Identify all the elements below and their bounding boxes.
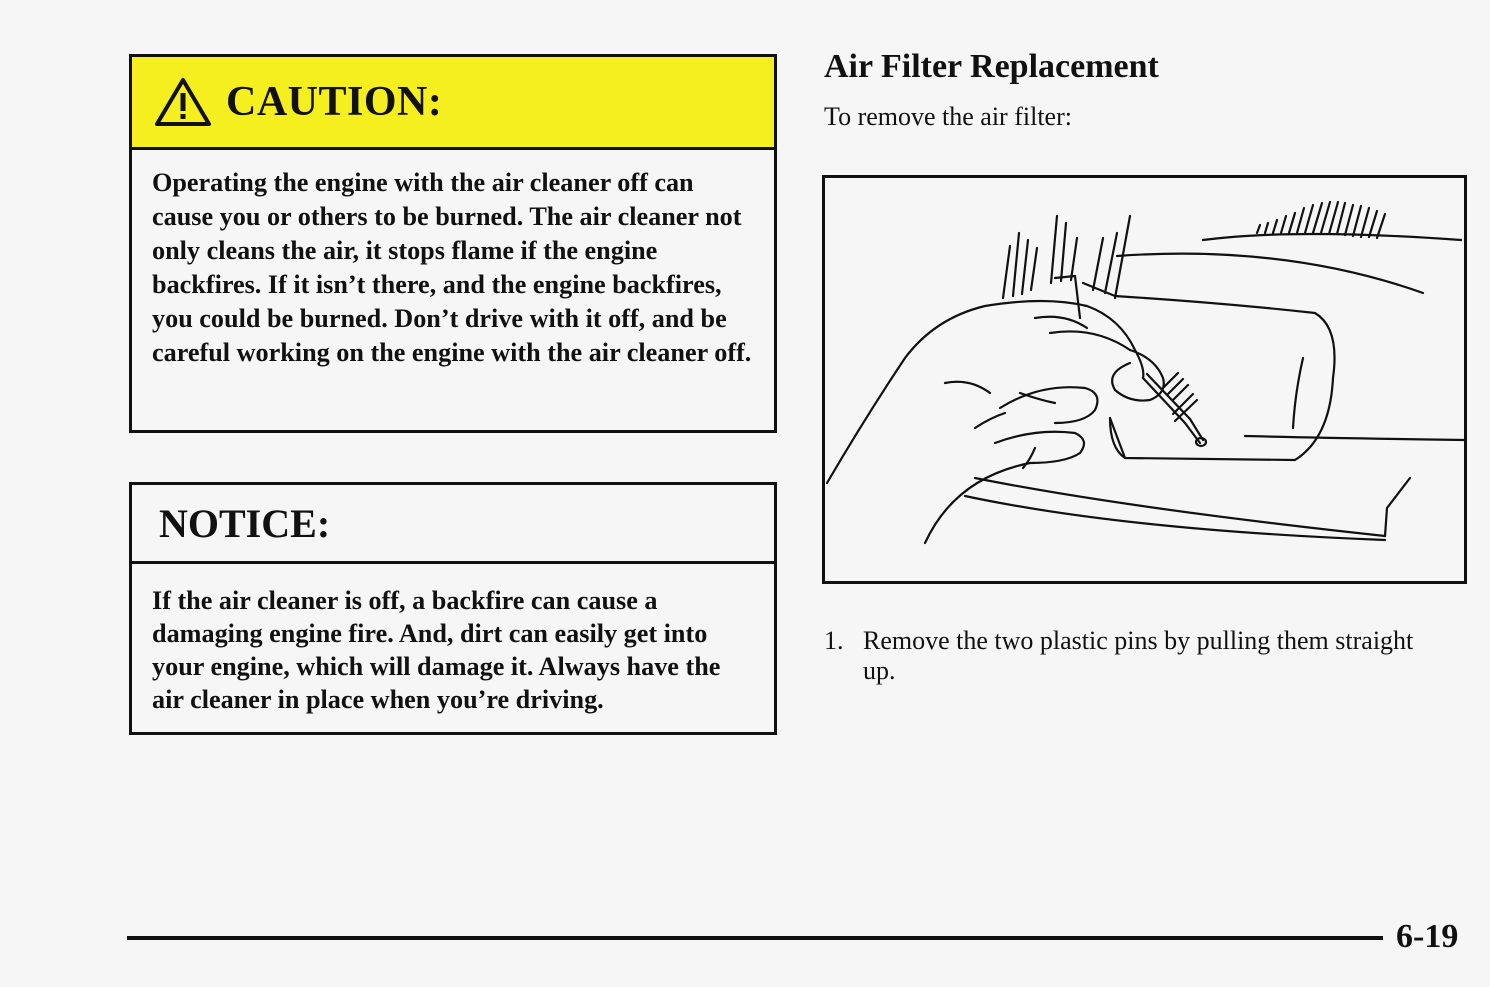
notice-box <box>129 482 777 735</box>
hand-removing-pin-drawing <box>825 178 1464 581</box>
footer-rule <box>127 936 1383 940</box>
step-number: 1. <box>824 626 844 655</box>
step-list <box>824 626 1424 686</box>
caution-title: CAUTION: <box>226 79 443 125</box>
section-title: Air Filter Replacement <box>824 48 1159 85</box>
list-item <box>824 626 1424 686</box>
caution-text: Operating the engine with the air cleaner off can cause you or others to be burned. The air cleaner not only cleans the air, it stops flame if the engine backfires. If it isn’t there, and the engine backfires, you could be burned. Don’t drive with it off, and be careful working on the engine with the air cleaner off. <box>152 168 752 367</box>
section-intro: To remove the air filter: <box>824 102 1072 131</box>
notice-title: NOTICE: <box>159 500 331 546</box>
notice-header <box>132 485 774 564</box>
caution-box <box>129 54 777 433</box>
notice-text: If the air cleaner is off, a backfire can cause a damaging engine fire. And, dirt can easily get into your engine, which will damage it. Always have the air cleaner in place when you’re driving. <box>152 586 721 714</box>
page-number: 6-19 <box>1396 918 1459 955</box>
air-filter-illustration <box>822 175 1467 584</box>
step-text: Remove the two plastic pins by pulling them straight up. <box>863 626 1414 685</box>
warning-triangle-icon <box>154 77 212 127</box>
caution-header <box>132 57 774 150</box>
